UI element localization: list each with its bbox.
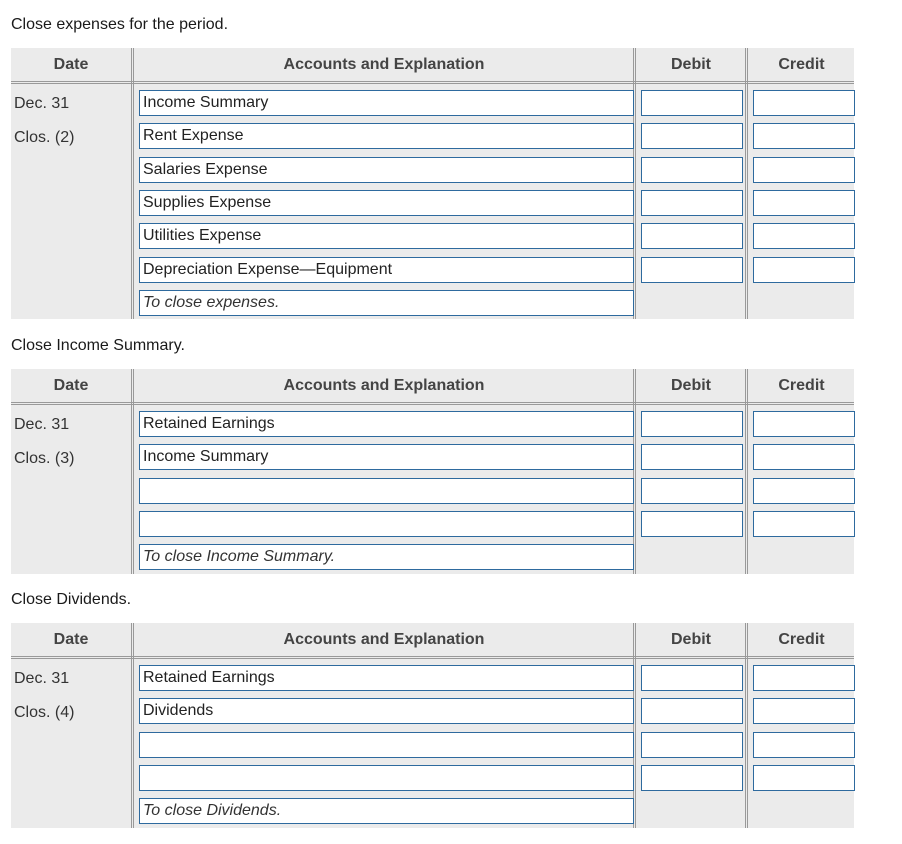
credit-input[interactable] — [753, 411, 855, 437]
debit-input[interactable] — [641, 123, 743, 149]
section-title-close-dividends: Close Dividends. — [11, 591, 132, 608]
debit-column-header: Debit — [671, 631, 711, 648]
debit-input[interactable] — [641, 90, 743, 116]
column-divider — [745, 369, 748, 574]
entry-date: Dec. 31 — [14, 95, 70, 112]
account-input[interactable]: Retained Earnings — [139, 665, 634, 691]
column-divider — [745, 623, 748, 828]
account-input[interactable]: Retained Earnings — [139, 411, 634, 437]
credit-column-header: Credit — [778, 631, 825, 648]
debit-input[interactable] — [641, 511, 743, 537]
debit-column-header: Debit — [671, 56, 711, 73]
credit-column-header: Credit — [778, 377, 825, 394]
explanation-input[interactable]: To close Dividends. — [139, 798, 634, 824]
account-input[interactable]: Income Summary — [139, 444, 634, 470]
debit-input[interactable] — [641, 665, 743, 691]
debit-input[interactable] — [641, 765, 743, 791]
account-input[interactable]: Utilities Expense — [139, 223, 634, 249]
debit-input[interactable] — [641, 732, 743, 758]
credit-input[interactable] — [753, 123, 855, 149]
account-input[interactable] — [139, 765, 634, 791]
debit-column-header: Debit — [671, 377, 711, 394]
debit-input[interactable] — [641, 257, 743, 283]
column-divider — [745, 48, 748, 319]
account-input[interactable] — [139, 478, 634, 504]
column-divider — [131, 369, 134, 574]
account-input[interactable]: Dividends — [139, 698, 634, 724]
credit-input[interactable] — [753, 90, 855, 116]
credit-input[interactable] — [753, 223, 855, 249]
explanation-input[interactable]: To close expenses. — [139, 290, 634, 316]
journal-table-close-expenses — [11, 48, 854, 319]
account-input[interactable]: Depreciation Expense—Equipment — [139, 257, 634, 283]
entry-date: Dec. 31 — [14, 670, 70, 687]
debit-input[interactable] — [641, 190, 743, 216]
account-input[interactable]: Rent Expense — [139, 123, 634, 149]
date-column-header: Date — [53, 56, 89, 73]
credit-column-header: Credit — [778, 56, 825, 73]
credit-input[interactable] — [753, 190, 855, 216]
credit-input[interactable] — [753, 478, 855, 504]
entry-reference: Clos. (2) — [14, 129, 75, 146]
journal-table-close-income-summary — [11, 369, 854, 574]
credit-input[interactable] — [753, 698, 855, 724]
entry-reference: Clos. (3) — [14, 450, 75, 467]
debit-input[interactable] — [641, 444, 743, 470]
header-divider — [11, 81, 854, 84]
credit-input[interactable] — [753, 157, 855, 183]
debit-input[interactable] — [641, 157, 743, 183]
explanation-input[interactable]: To close Income Summary. — [139, 544, 634, 570]
credit-input[interactable] — [753, 732, 855, 758]
date-column-header: Date — [53, 377, 89, 394]
entry-date: Dec. 31 — [14, 416, 70, 433]
accounts-column-header: Accounts and Explanation — [283, 631, 485, 648]
credit-input[interactable] — [753, 257, 855, 283]
section-title-close-expenses: Close expenses for the period. — [11, 16, 229, 33]
accounts-column-header: Accounts and Explanation — [283, 377, 485, 394]
debit-input[interactable] — [641, 223, 743, 249]
header-divider — [11, 402, 854, 405]
account-input[interactable]: Income Summary — [139, 90, 634, 116]
column-divider — [131, 623, 134, 828]
journal-table-close-dividends — [11, 623, 854, 828]
accounts-column-header: Accounts and Explanation — [283, 56, 485, 73]
column-divider — [131, 48, 134, 319]
debit-input[interactable] — [641, 478, 743, 504]
credit-input[interactable] — [753, 765, 855, 791]
credit-input[interactable] — [753, 665, 855, 691]
account-input[interactable] — [139, 732, 634, 758]
credit-input[interactable] — [753, 444, 855, 470]
header-divider — [11, 656, 854, 659]
credit-input[interactable] — [753, 511, 855, 537]
section-title-close-income-summary: Close Income Summary. — [11, 337, 185, 354]
entry-reference: Clos. (4) — [14, 704, 75, 721]
account-input[interactable]: Salaries Expense — [139, 157, 634, 183]
debit-input[interactable] — [641, 411, 743, 437]
debit-input[interactable] — [641, 698, 743, 724]
date-column-header: Date — [53, 631, 89, 648]
account-input[interactable] — [139, 511, 634, 537]
account-input[interactable]: Supplies Expense — [139, 190, 634, 216]
